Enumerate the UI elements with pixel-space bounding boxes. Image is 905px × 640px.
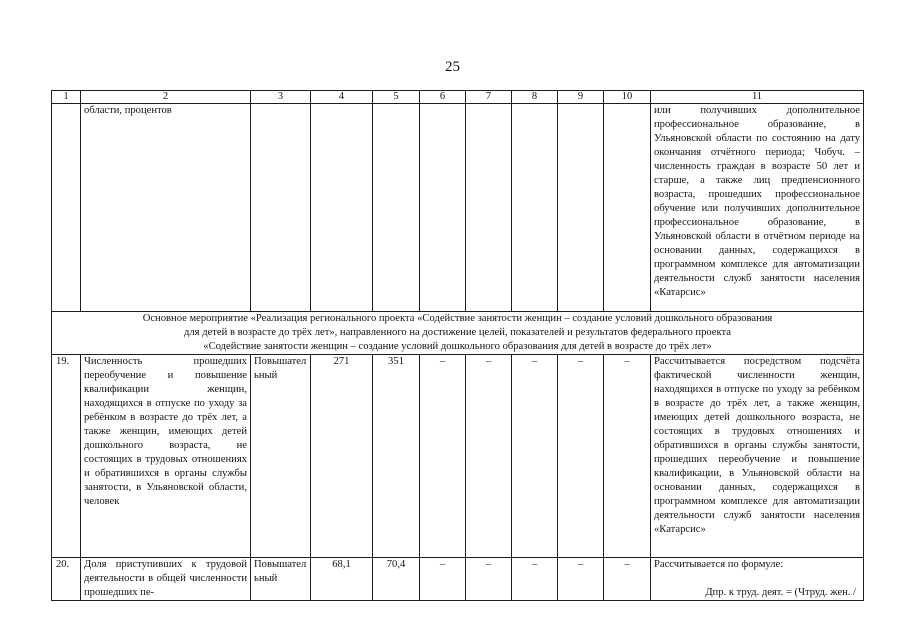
value-cell: – [420, 558, 466, 601]
column-header: 2 [81, 91, 251, 104]
value-cell: 70,4 [373, 558, 420, 601]
section-heading-line: для детей в возрасте до трёх лет», направленного на достижение целей, показателей и результатов федерального проекта [184, 327, 731, 338]
value-cell: – [466, 558, 512, 601]
method-text: Рассчитывается по формуле: [654, 559, 784, 570]
value-cell: 271 [311, 355, 373, 558]
column-header: 11 [651, 91, 864, 104]
indicator-type-cell: Повышательный [251, 558, 311, 601]
value-cell: – [558, 558, 604, 601]
column-header: 9 [558, 91, 604, 104]
row-number: 19. [52, 355, 81, 558]
table-row [52, 558, 864, 601]
value-cell: 351 [373, 355, 420, 558]
formula-text: Дпр. к труд. деят. = (Чтруд. жен. / [705, 587, 856, 598]
method-cell [651, 558, 864, 601]
method-cell: Рассчитывается посредством подсчёта фактической численности женщин, находящихся в отпуске по уходу за ребёнком в возрасте до трёх лет, а также женщин, имеющих детей дошкольного возраста, не состоящих в трудовых отношениях и обратившихся в органы службы занятости, прошедших переобучение и повышение квалификации, в Ульяновской области на основании данных, содержащихся в программном комплексе для автоматизации деятельности служб занятости населения «Катарсис» [651, 355, 864, 558]
page-number: 25 [445, 59, 460, 75]
section-heading-line: «Содействие занятости женщин – создание условий дошкольного образования для детей в возрасте до трёх лет» [203, 341, 712, 352]
indicator-name-cell: Численность прошедших переобучение и повышение квалификации женщин, находящихся в отпуске по уходу за ребёнком в возрасте до трёх лет, а также женщин, имеющих детей дошкольного возраста, не состоящих в трудовых отношениях и обратившихся в органы службы занятости, в Ульяновской области, человек [81, 355, 251, 558]
section-heading-line: Основное мероприятие «Реализация регионального проекта «Содействие занятости женщин – создание условий дошкольного образования [142, 313, 773, 324]
continuation-row [52, 104, 864, 312]
column-header: 5 [373, 91, 420, 104]
indicator-name-cell: Доля приступивших к трудовой деятельности в общей численности прошедших пе- [81, 558, 251, 601]
section-heading [52, 312, 864, 355]
indicator-name-cell: области, процентов [81, 104, 251, 312]
value-cell: – [512, 558, 558, 601]
column-header: 3 [251, 91, 311, 104]
column-header: 1 [52, 91, 81, 104]
column-header: 7 [466, 91, 512, 104]
column-number-row [52, 91, 864, 104]
value-cell: 68,1 [311, 558, 373, 601]
value-cell: – [604, 355, 651, 558]
column-header: 8 [512, 91, 558, 104]
value-cell: – [512, 355, 558, 558]
table-row [52, 355, 864, 558]
section-heading-row [52, 312, 864, 355]
method-cell: или получивших дополнительное профессиональное образование, в Ульяновской области по состоянию на дату окончания отчётного периода; Чобуч. – численность граждан в возрасте 50 лет и старше, а также лиц предпенсионного возраста, прошедших профессиональное обучение или получивших дополнительное профессиональное образование, в Ульяновской области в отчётном периоде на основании данных, содержащихся в программном комплексе для автоматизации деятельности служб занятости населения «Катарсис» [651, 104, 864, 312]
value-cell: – [558, 355, 604, 558]
indicators-table [51, 90, 864, 601]
row-number: 20. [52, 558, 81, 601]
column-header: 6 [420, 91, 466, 104]
column-header: 4 [311, 91, 373, 104]
indicator-type-cell: Повышательный [251, 355, 311, 558]
value-cell: – [604, 558, 651, 601]
value-cell: – [466, 355, 512, 558]
value-cell: – [420, 355, 466, 558]
column-header: 10 [604, 91, 651, 104]
